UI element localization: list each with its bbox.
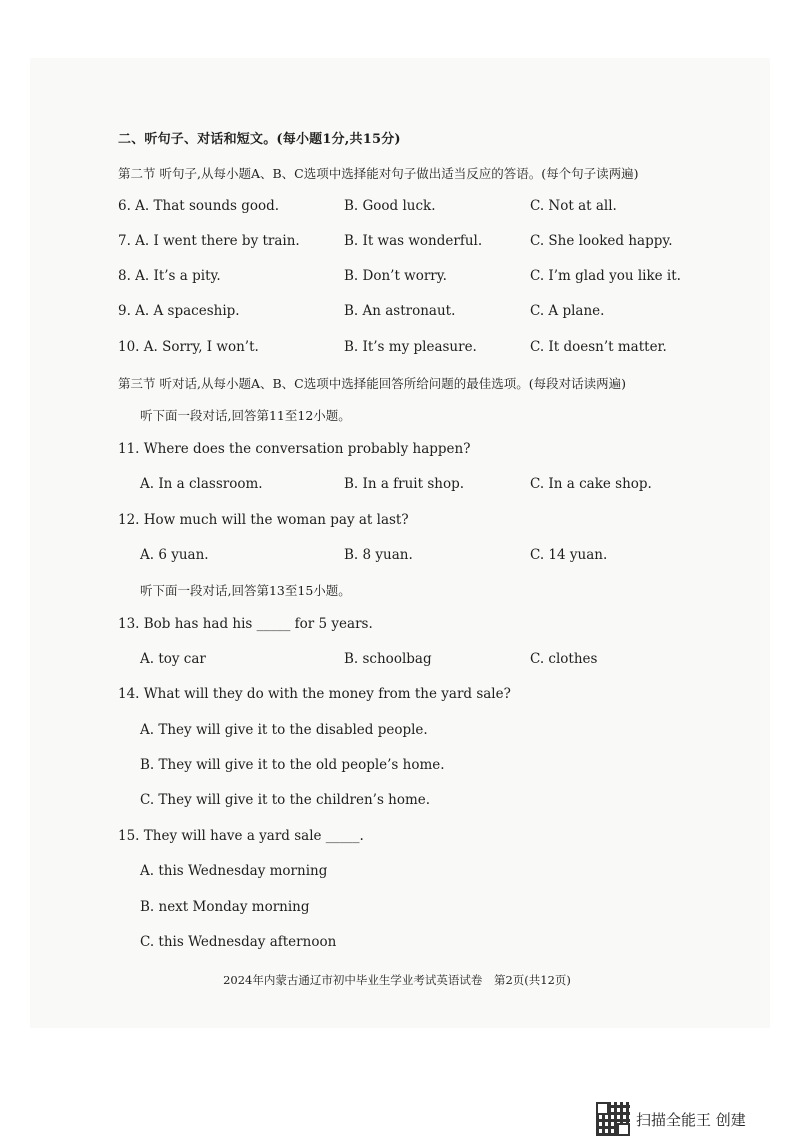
q12-option-a: A. 6 yuan.: [140, 547, 209, 563]
section-title: 二、听句子、对话和短文。(每小题1分,共15分): [118, 132, 401, 147]
q6-option-b: B. Good luck.: [344, 198, 436, 214]
q9-option-b: B. An astronaut.: [344, 303, 456, 319]
watermark-text: 扫描全能王 创建: [636, 1110, 746, 1129]
q14-option-b: B. They will give it to the old people’s home.: [140, 757, 445, 773]
scanner-watermark: [596, 1102, 746, 1136]
q15-stem: 15. They will have a yard sale _____.: [118, 828, 364, 844]
q13-option-b: B. schoolbag: [344, 651, 432, 667]
qr-code-icon: [596, 1102, 630, 1136]
q14-stem: 14. What will they do with the money from the yard sale?: [118, 686, 511, 702]
q9-option-a: 9. A. A spaceship.: [118, 303, 240, 319]
q12-stem: 12. How much will the woman pay at last?: [118, 512, 409, 528]
footer-exam-title: 2024年内蒙古通辽市初中毕业生学业考试英语试卷: [223, 973, 483, 987]
q15-option-c: C. this Wednesday afternoon: [140, 934, 337, 950]
q10-option-b: B. It’s my pleasure.: [344, 339, 477, 355]
q15-option-a: A. this Wednesday morning: [140, 863, 328, 879]
q7-option-b: B. It was wonderful.: [344, 233, 483, 249]
q14-option-a: A. They will give it to the disabled people.: [140, 722, 428, 738]
q6-option-a: 6. A. That sounds good.: [118, 198, 280, 214]
q8-option-a: 8. A. It’s a pity.: [118, 268, 221, 284]
q13-option-c: C. clothes: [530, 651, 598, 667]
q9-option-c: C. A plane.: [530, 303, 605, 319]
q12-option-c: C. 14 yuan.: [530, 547, 608, 563]
q11-option-b: B. In a fruit shop.: [344, 476, 465, 492]
q10-option-a: 10. A. Sorry, I won’t.: [118, 339, 259, 355]
q11-stem: 11. Where does the conversation probably happen?: [118, 441, 471, 457]
q13-stem: 13. Bob has had his _____ for 5 years.: [118, 616, 373, 632]
q13-option-a: A. toy car: [140, 651, 206, 667]
part3-heading: 第三节 听对话,从每小题A、B、C选项中选择能回答所给问题的最佳选项。(每段对话读两遍): [118, 376, 626, 391]
dialog2-intro: 听下面一段对话,回答第13至15小题。: [140, 583, 351, 598]
q8-option-b: B. Don’t worry.: [344, 268, 447, 284]
q15-option-b: B. next Monday morning: [140, 899, 310, 915]
q11-option-c: C. In a cake shop.: [530, 476, 652, 492]
q12-option-b: B. 8 yuan.: [344, 547, 413, 563]
q7-option-a: 7. A. I went there by train.: [118, 233, 300, 249]
q11-option-a: A. In a classroom.: [140, 476, 263, 492]
q7-option-c: C. She looked happy.: [530, 233, 673, 249]
q14-option-c: C. They will give it to the children’s home.: [140, 792, 431, 808]
footer-page-number: 第2页(共12页): [493, 973, 571, 987]
page-footer: [0, 972, 794, 988]
q8-option-c: C. I’m glad you like it.: [530, 268, 681, 284]
q6-option-c: C. Not at all.: [530, 198, 617, 214]
q10-option-c: C. It doesn’t matter.: [530, 339, 667, 355]
dialog1-intro: 听下面一段对话,回答第11至12小题。: [140, 408, 351, 423]
part2-heading: 第二节 听句子,从每小题A、B、C选项中选择能对句子做出适当反应的答语。(每个句子读两遍): [118, 166, 639, 181]
